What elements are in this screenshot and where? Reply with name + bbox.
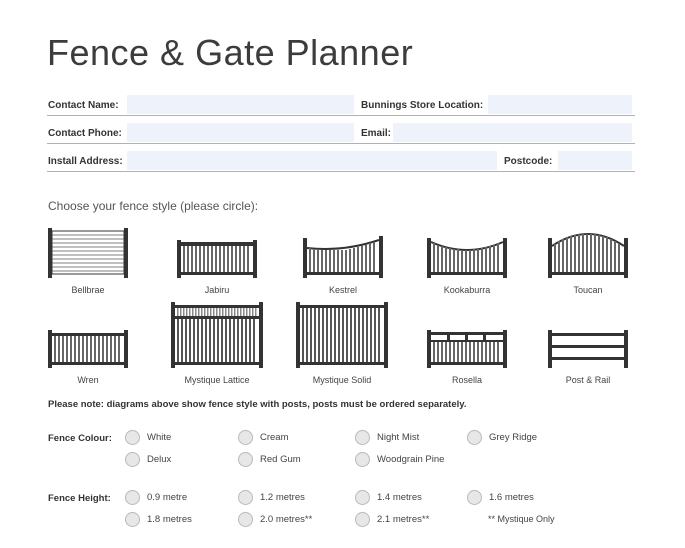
contact-row-1	[47, 95, 635, 116]
radio-circle-icon[interactable]	[125, 430, 140, 445]
option-label: 1.2 metres	[260, 492, 305, 503]
option-label: White	[147, 432, 172, 443]
option-label: Grey Ridge	[489, 432, 538, 443]
option-label: Red Gum	[260, 454, 301, 465]
fence-name-kookaburra: Kookaburra	[443, 285, 491, 295]
radio-circle-icon[interactable]	[467, 490, 482, 505]
radio-circle-icon[interactable]	[238, 512, 253, 527]
toucan-fence-icon	[548, 228, 628, 278]
fence-style-post-and-rail[interactable]	[548, 330, 628, 368]
option-label: Cream	[260, 432, 289, 443]
jabiru-fence-icon	[177, 238, 257, 278]
fence-name-post-and-rail: Post & Rail	[565, 375, 611, 385]
fence-style-wren[interactable]	[48, 328, 128, 368]
radio-circle-icon[interactable]	[355, 512, 370, 527]
contact-row-3	[47, 151, 635, 172]
kookaburra-fence-icon	[427, 236, 507, 278]
fence-style-kookaburra[interactable]	[427, 236, 507, 278]
radio-circle-icon[interactable]	[238, 490, 253, 505]
posts-note: Please note: diagrams above show fence style with posts, posts must be ordered separately.	[48, 399, 467, 410]
contact-name-label: Contact Name:	[48, 100, 119, 111]
fence-style-toucan[interactable]	[548, 228, 628, 278]
fence-name-jabiru: Jabiru	[204, 285, 230, 295]
kestrel-fence-icon	[303, 234, 383, 278]
fence-name-toucan: Toucan	[573, 285, 603, 295]
option-label: 0.9 metre	[147, 492, 188, 503]
radio-circle-icon[interactable]	[355, 452, 370, 467]
radio-circle-icon[interactable]	[125, 452, 140, 467]
fence-name-kestrel: Kestrel	[328, 285, 357, 295]
rosella-fence-icon	[427, 330, 507, 368]
fence-style-mystique-lattice[interactable]	[171, 302, 263, 368]
fence-height-label: Fence Height:	[48, 493, 111, 504]
radio-circle-icon[interactable]	[125, 490, 140, 505]
option-label: Delux	[147, 454, 172, 465]
option-label: Woodgrain Pine	[377, 454, 445, 465]
contact-name-field[interactable]	[127, 95, 354, 114]
mystique-only-footnote: ** Mystique Only	[488, 514, 555, 524]
mystique-solid-fence-icon	[296, 302, 388, 368]
option-label: 1.4 metres	[377, 492, 422, 503]
install-address-field[interactable]	[127, 151, 497, 170]
radio-circle-icon[interactable]	[238, 430, 253, 445]
fence-name-wren: Wren	[77, 375, 99, 385]
contact-phone-label: Contact Phone:	[48, 128, 122, 139]
install-address-label: Install Address:	[48, 156, 123, 167]
fence-style-rosella[interactable]	[427, 330, 507, 368]
bellbrae-fence-icon	[48, 226, 128, 278]
fence-style-bellbrae[interactable]	[48, 226, 128, 278]
fence-name-mystique-solid: Mystique Solid	[312, 375, 372, 385]
fence-style-jabiru[interactable]	[177, 238, 257, 278]
email-label: Email:	[361, 128, 392, 139]
fence-style-mystique-solid[interactable]	[296, 302, 388, 368]
option-label: 1.8 metres	[147, 514, 192, 525]
mystique-lattice-fence-icon	[171, 302, 263, 368]
radio-circle-icon[interactable]	[467, 430, 482, 445]
fence-name-rosella: Rosella	[451, 375, 482, 385]
store-location-label: Bunnings Store Location:	[361, 100, 484, 111]
fence-name-bellbrae: Bellbrae	[71, 285, 105, 295]
post-and-rail-fence-icon	[548, 330, 628, 368]
option-label: 2.0 metres**	[260, 514, 313, 525]
contact-phone-field[interactable]	[127, 123, 354, 142]
fence-colour-label: Fence Colour:	[48, 433, 112, 444]
option-label: 2.1 metres**	[377, 514, 430, 525]
option-label: 1.6 metres	[489, 492, 534, 503]
fence-name-mystique-lattice: Mystique Lattice	[184, 375, 250, 385]
store-location-field[interactable]	[488, 95, 632, 114]
postcode-label: Postcode:	[504, 156, 553, 167]
radio-circle-icon[interactable]	[355, 430, 370, 445]
email-field[interactable]	[393, 123, 632, 142]
option-label: Night Mist	[377, 432, 420, 443]
wren-fence-icon	[48, 328, 128, 368]
fence-style-prompt: Choose your fence style (please circle):	[48, 199, 259, 213]
page-title: Fence & Gate Planner	[47, 32, 414, 73]
contact-row-2	[47, 123, 635, 144]
radio-circle-icon[interactable]	[238, 452, 253, 467]
postcode-field[interactable]	[558, 151, 632, 170]
radio-circle-icon[interactable]	[355, 490, 370, 505]
radio-circle-icon[interactable]	[125, 512, 140, 527]
fence-style-kestrel[interactable]	[303, 234, 383, 278]
